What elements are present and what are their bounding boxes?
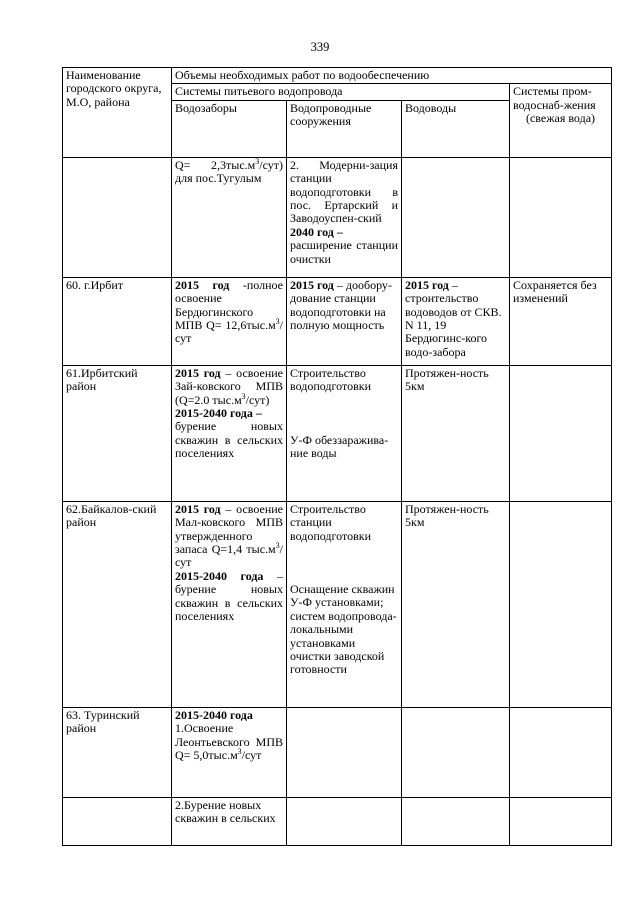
header-drinking: Системы питьевого водопровода: [172, 84, 510, 100]
header-intakes: Водозаборы: [172, 100, 287, 157]
conduit-cell: [402, 707, 510, 797]
intake-cell: 2015 год – освоение Зай-ковского МПВ (Q=2.0 $тыс.м^3/сут$) 2015-2040 года – бурение новых скважин в сельских поселениях: [172, 365, 287, 501]
header-row-1: [63, 68, 612, 84]
conduit-cell: [402, 157, 510, 277]
industrial-cell: [510, 501, 612, 707]
industrial-cell: [510, 365, 612, 501]
district-cell: 61.Ирбитский район: [63, 365, 172, 501]
table-row: [63, 707, 612, 797]
district-cell: [63, 157, 172, 277]
conduit-cell: Протяжен-ность 5км: [402, 365, 510, 501]
intake-cell: 2015-2040 года 1.Освоение Леонтьевского МПВ $Q= 5,0тыс.м^3$/сут: [172, 707, 287, 797]
table-row: [63, 277, 612, 365]
intake-cell: 2015 год – освоение Мал-ковского МПВ утвержденного запаса Q=1,4 $тыс.м^3$/сут 2015-2040 года – бурение новых скважин в сельских поселениях: [172, 501, 287, 707]
industrial-cell: [510, 797, 612, 845]
facility-cell: [287, 707, 402, 797]
district-cell: 62.Байкалов-ский район: [63, 501, 172, 707]
conduit-cell: [402, 797, 510, 845]
district-cell: 60. г.Ирбит: [63, 277, 172, 365]
facility-cell: [287, 797, 402, 845]
industrial-cell: Сохраняется без изменений: [510, 277, 612, 365]
intake-cell: $Q= 2,3тыс.м^3/сут$) для пос.Тугулым: [172, 157, 287, 277]
conduit-cell: Протяжен-ность 5км: [402, 501, 510, 707]
facility-cell: 2. Модерни-зация станции водоподготовки в пос. Ертарский и Заводоуспен-ский 2040 год – расширение станции очистки: [287, 157, 402, 277]
industrial-cell: [510, 707, 612, 797]
industrial-cell: [510, 157, 612, 277]
header-facilities: Водопроводные сооружения: [287, 100, 402, 157]
conduit-cell: 2015 год – строительство водоводов от СКВ. N 11, 19 Бердюгинс-кого водо-забора: [402, 277, 510, 365]
header-district: Наименование городского округа, М.О, района: [63, 68, 172, 158]
table-row: [63, 365, 612, 501]
facility-cell: Строительство станции водоподготовки Оснащение скважин У-Ф установками; систем водопровода-локальными установками очистки заводской готовности: [287, 501, 402, 707]
facility-cell: Строительство водоподготовки У-Ф обеззаражива-ние воды: [287, 365, 402, 501]
district-cell: [63, 797, 172, 845]
district-cell: 63. Туринский район: [63, 707, 172, 797]
intake-cell: 2.Бурение новых скважин в сельских: [172, 797, 287, 845]
header-works: Объемы необходимых работ по водообеспечению: [172, 68, 612, 84]
table-row: [63, 797, 612, 845]
table-row: [63, 157, 612, 277]
facility-cell: 2015 год – дооборудование станции водоподготовки на полную мощность: [287, 277, 402, 365]
page-number: 339: [310, 40, 330, 54]
header-conduits: Водоводы: [402, 100, 510, 157]
table-row: [63, 501, 612, 707]
header-industrial: Системы пром-водоснаб-жения (свежая вода): [510, 84, 612, 157]
water-supply-table: [62, 67, 612, 846]
intake-cell: 2015 год -полное освоение Бердюгинского МПВ $Q= 12,6тыс.м^3$/сут: [172, 277, 287, 365]
